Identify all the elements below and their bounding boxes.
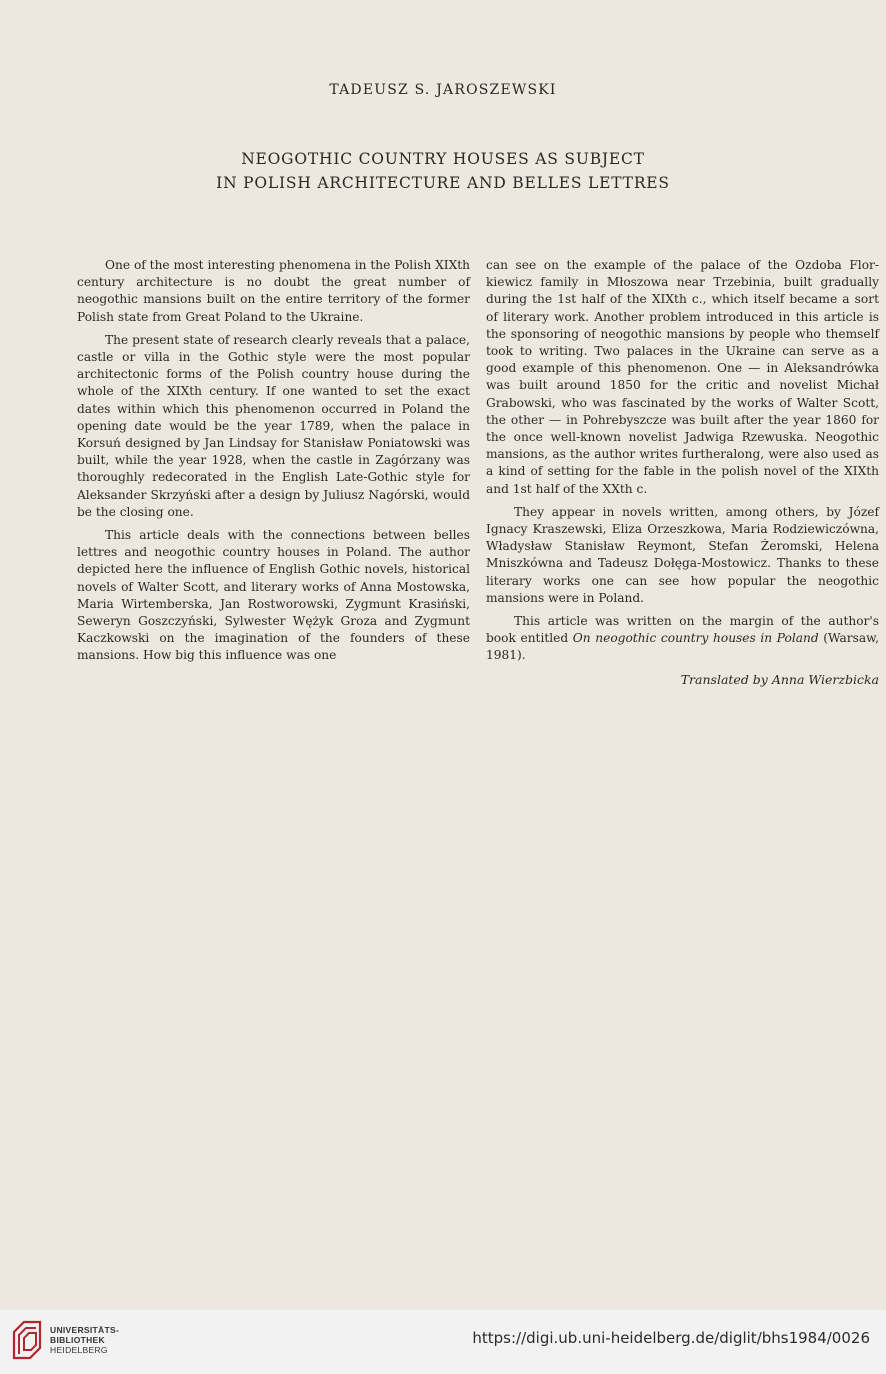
title-line-1: NEOGOTHIC COUNTRY HOUSES AS SUBJECT — [241, 150, 645, 168]
permalink-url[interactable]: https://digi.ub.uni-heidelberg.de/diglit/bhs1984/0026 — [472, 1329, 870, 1347]
library-name — [50, 1325, 119, 1355]
title-line-2: IN POLISH ARCHITECTURE AND BELLES LETTRES — [216, 174, 670, 192]
paragraph — [486, 613, 879, 665]
library-name-line-1: UNIVERSITÄTS- — [50, 1325, 120, 1335]
viewer-footer — [0, 1310, 886, 1374]
university-library-logo-icon — [10, 1318, 44, 1362]
paragraph-text: (Warsaw, 1981). — [486, 631, 879, 663]
book-title: On neogothic country houses in Poland — [572, 631, 819, 646]
paragraph: This article deals with the connections between belles lettres and neogothic country houses in Poland. The author depicted here the influence of English Gothic novels, historical novels of Walter Scott, and literary works of Anna Mostowska, Maria Wirtemberska, Jan Rostworowski, Zygmunt Krasiński, Seweryn Goszczyński, Sylwester Wężyk Groza and Zygmunt Kaczkowski on the imagination of the founders of these mansions. How big this influence was one — [77, 528, 470, 663]
left-column — [77, 257, 470, 665]
translator-credit: Translated by Anna Wierzbicka — [680, 671, 879, 687]
paragraph: The present state of research clearly reveals that a palace, castle or villa in the Gothic style were the most popular architectonic forms of the Polish country house during the whole of the XIXth century. If one wanted to set the exact dates within which this phenomenon occurred in Poland the opening date would be the year 1789, when the palace in Korsuń designed by Jan Lindsay for Stanisław Poniatowski was built, while the year 1928, when the castle in Zagórzany was thoroughly redecorated in the English Late-Gothic style for Aleksander Skrzyński after a design by Juliusz Nagórski, would be the closing one. — [77, 332, 470, 519]
paragraph-text: This article was written on the margin of the author's book entitled — [486, 614, 879, 646]
article-author: TADEUSZ S. JAROSZEWSKI — [329, 82, 557, 98]
right-column — [486, 257, 879, 688]
library-name-line-3: HEIDELBERG — [50, 1345, 108, 1355]
article-title — [0, 147, 886, 195]
paragraph: They appear in novels written, among others, by Józef Ignacy Kraszewski, Eliza Orzeszkowa, Maria Rodziewiczówna, Władysław Stanisław Reymont, Stefan Żeromski, Helena Mniszkówna and Tadeusz Dołęga-Mostowicz. Thanks to these literary works one can see how popular the neogothic mansions were in Poland. — [486, 504, 879, 605]
library-name-line-2: BIBLIOTHEK — [50, 1335, 105, 1345]
paragraph: One of the most interesting phenomena in the Polish XIXth century architecture is no doubt the great number of neogothic mansions built on the entire territory of the former Polish state from Great Poland to the Ukraine. — [77, 258, 470, 324]
paragraph: can see on the example of the palace of the Ozdoba Florkiewicz family in Młoszowa near Trzebinia, built gradually during the 1st half of the XIXth c., which itself became a sort of literary work. Another problem introduced in this article is the sponsoring of neogothic mansions by people who themself took to writing. Two palaces in the Ukraine can serve as a good example of this phenomenon. One — in Aleksandrówka was built around 1850 for the critic and novelist Michał Grabowski, who was fascinated by the works of Walter Scott, the other — in Pohrebyszcze was built after the year 1860 for the once well-known novelist Jadwiga Rzewuska. Neogothic mansions, as the author writes furtheralong, were also used as a kind of setting for the fable in the polish novel of the XIXth and 1st half of the XXth c. — [486, 258, 879, 496]
